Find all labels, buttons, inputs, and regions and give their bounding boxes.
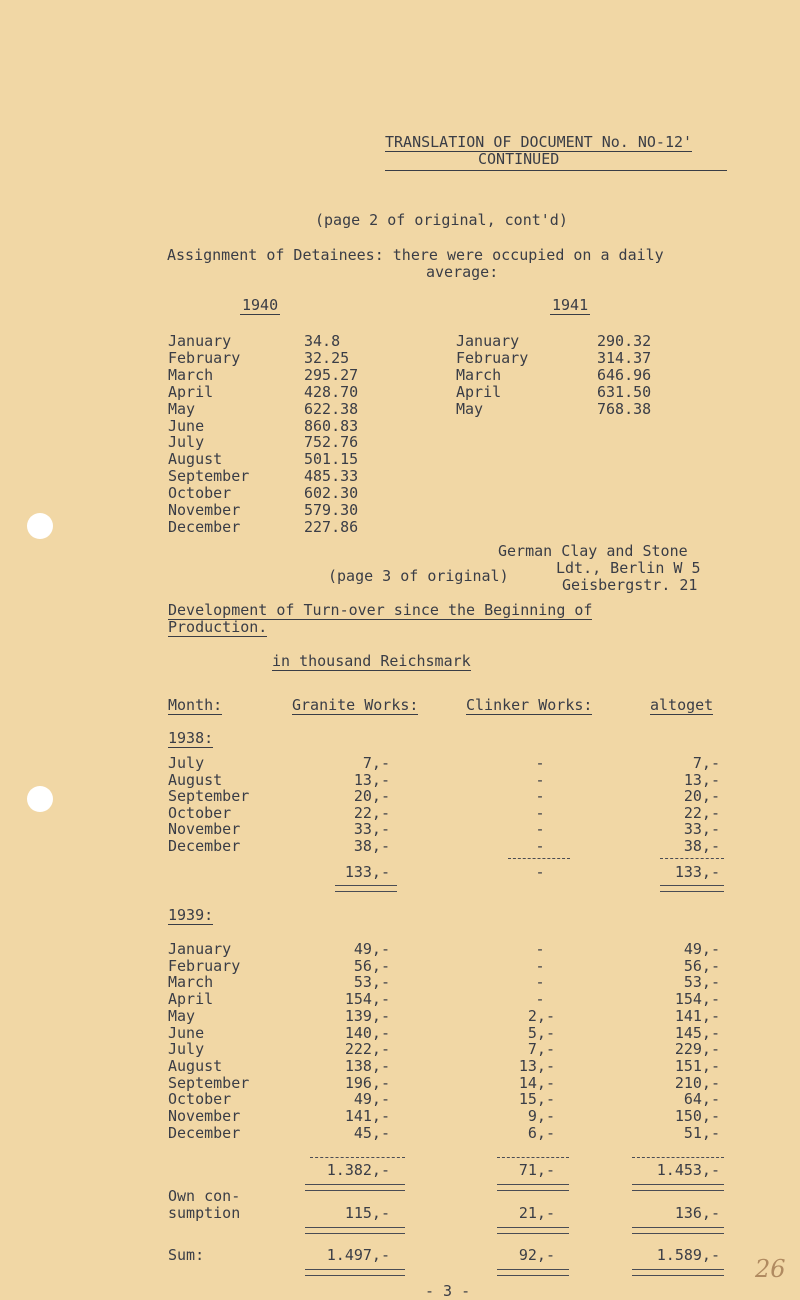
turnover-total: 53,-: [683, 973, 720, 992]
turnover-clinker: -: [535, 803, 545, 822]
development-heading-line2: Production.: [168, 618, 268, 636]
occupancy-value-1940: 579.30: [304, 501, 359, 519]
own-total: 136,-: [674, 1204, 720, 1222]
turnover-clinker: -: [535, 940, 545, 958]
occupancy-value-1940: 34.8: [304, 332, 341, 350]
occupancy-value-1941: 314.37: [597, 348, 652, 367]
page3-note: (page 3 of original): [328, 567, 509, 585]
rule-1939-clinker: [497, 1157, 569, 1158]
year-1939-heading: 1939:: [168, 906, 214, 924]
document-title-continued: CONTINUED: [478, 150, 560, 168]
occupancy-value-1941: 290.32: [597, 332, 652, 350]
year-1941-heading: 1941: [552, 296, 589, 314]
turnover-clinker: -: [535, 820, 545, 839]
occupancy-value-1940: 752.76: [304, 433, 359, 452]
occupancy-value-1940: 32.25: [304, 348, 350, 367]
turnover-granite: 22,-: [353, 803, 390, 822]
turnover-total: 64,-: [683, 1090, 720, 1109]
handwritten-page-mark: 26: [755, 1255, 786, 1283]
turnover-total: 150,-: [674, 1107, 720, 1125]
occupancy-value-1940: 485.33: [304, 467, 359, 486]
turnover-granite: 38,-: [353, 837, 390, 855]
turnover-month: March: [168, 973, 214, 992]
col-header-month: Month:: [168, 696, 223, 714]
year-1940-heading: 1940: [242, 296, 279, 314]
sum-total: 1.589,-: [656, 1246, 720, 1264]
sum-1939-total: 1.453,-: [656, 1161, 720, 1179]
company-line2: Ldt., Berlin W 5: [556, 559, 701, 577]
turnover-month: June: [168, 1023, 205, 1042]
document-title: TRANSLATION OF DOCUMENT No. NO-12': [385, 133, 693, 151]
turnover-granite: 33,-: [353, 820, 390, 839]
rule-1938-total: [660, 858, 724, 859]
occupancy-month-1940: November: [168, 501, 241, 519]
turnover-granite: 141,-: [344, 1107, 390, 1125]
turnover-month: October: [168, 803, 232, 822]
turnover-month: August: [168, 1056, 223, 1075]
turnover-month: July: [168, 754, 205, 772]
turnover-total: 141,-: [674, 1006, 720, 1025]
sum-1938-total: 133,-: [674, 863, 720, 881]
occupancy-month-1941: April: [456, 382, 502, 401]
turnover-total: 49,-: [683, 940, 720, 958]
turnover-total: 38,-: [683, 837, 720, 855]
turnover-clinker: 6,-: [527, 1123, 555, 1142]
turnover-granite: 56,-: [353, 956, 390, 975]
occupancy-month-1940: December: [168, 517, 241, 536]
sum-1939-granite: 1.382,-: [326, 1161, 390, 1179]
double-rule-own-granite: [305, 1227, 405, 1234]
double-rule-own-clinker: [497, 1227, 569, 1234]
occupancy-month-1941: February: [456, 348, 529, 367]
occupancy-month-1940: January: [168, 332, 232, 350]
turnover-clinker: -: [535, 973, 545, 992]
occupancy-value-1941: 631.50: [597, 382, 652, 401]
turnover-clinker: 14,-: [518, 1073, 555, 1092]
turnover-granite: 49,-: [353, 940, 390, 958]
sum-1939-clinker: 71,-: [518, 1161, 555, 1179]
occupancy-value-1941: 646.96: [597, 365, 652, 384]
occupancy-month-1940: October: [168, 484, 232, 503]
double-rule-1938-granite: [335, 885, 397, 892]
occupancy-month-1940: March: [168, 365, 214, 384]
turnover-total: 229,-: [674, 1040, 720, 1059]
turnover-total: 20,-: [683, 787, 720, 806]
own-granite: 115,-: [344, 1204, 390, 1222]
turnover-granite: 45,-: [353, 1123, 390, 1142]
occupancy-month-1940: May: [168, 399, 196, 418]
rule-1939-granite: [310, 1157, 405, 1158]
occupancy-value-1940: 602.30: [304, 484, 359, 503]
occupancy-value-1940: 622.38: [304, 399, 359, 418]
turnover-month: February: [168, 956, 241, 975]
turnover-month: July: [168, 1040, 205, 1059]
turnover-month: December: [168, 837, 241, 855]
turnover-month: May: [168, 1006, 196, 1025]
turnover-clinker: -: [535, 990, 545, 1009]
occupancy-month-1940: April: [168, 382, 214, 401]
turnover-month: January: [168, 940, 232, 958]
sum-1938-clinker: -: [535, 863, 545, 881]
turnover-granite: 49,-: [353, 1090, 390, 1109]
turnover-granite: 196,-: [344, 1073, 390, 1092]
sum-clinker: 92,-: [518, 1246, 555, 1264]
company-line3: Geisbergstr. 21: [562, 576, 698, 594]
occupancy-month-1940: September: [168, 467, 250, 486]
sum-label: Sum:: [168, 1246, 205, 1264]
turnover-month: September: [168, 787, 250, 806]
occupancy-value-1940: 295.27: [304, 365, 359, 384]
turnover-clinker: 5,-: [527, 1023, 555, 1042]
turnover-total: 22,-: [683, 803, 720, 822]
turnover-clinker: 9,-: [527, 1107, 555, 1125]
turnover-total: 51,-: [683, 1123, 720, 1142]
turnover-month: September: [168, 1073, 250, 1092]
turnover-month: October: [168, 1090, 232, 1109]
turnover-clinker: -: [535, 787, 545, 806]
turnover-granite: 140,-: [344, 1023, 390, 1042]
punch-hole-bottom: [27, 786, 53, 812]
own-consumption-label-1: Own con-: [168, 1187, 241, 1205]
occupancy-value-1940: 860.83: [304, 416, 359, 435]
occupancy-month-1940: February: [168, 348, 241, 367]
turnover-clinker: 2,-: [527, 1006, 555, 1025]
turnover-clinker: 13,-: [518, 1056, 555, 1075]
occupancy-value-1940: 428.70: [304, 382, 359, 401]
occupancy-month-1941: January: [456, 332, 520, 350]
double-rule-sum-total: [632, 1269, 724, 1276]
punch-hole-top: [27, 513, 53, 539]
year-1938-heading: 1938:: [168, 729, 214, 747]
own-consumption-label-2: sumption: [168, 1204, 241, 1222]
turnover-total: 154,-: [674, 990, 720, 1009]
page-number: - 3 -: [425, 1282, 471, 1300]
occupancy-value-1940: 227.86: [304, 517, 359, 536]
turnover-total: 13,-: [683, 770, 720, 789]
sum-granite: 1.497,-: [326, 1246, 390, 1264]
occupancy-value-1940: 501.15: [304, 450, 359, 469]
rule-1939-total: [632, 1157, 724, 1158]
turnover-granite: 20,-: [353, 787, 390, 806]
double-rule-sum-clinker: [497, 1269, 569, 1276]
occupancy-month-1941: March: [456, 365, 502, 384]
turnover-granite: 13,-: [353, 770, 390, 789]
turnover-total: 33,-: [683, 820, 720, 839]
turnover-clinker: -: [535, 837, 545, 855]
turnover-month: August: [168, 770, 223, 789]
col-header-granite: Granite Works:: [292, 696, 419, 714]
company-line1: German Clay and Stone: [498, 542, 688, 560]
development-heading-line1: Development of Turn-over since the Beginning of: [168, 601, 593, 619]
turnover-total: 7,-: [692, 754, 720, 772]
col-header-clinker: Clinker Works:: [466, 696, 593, 714]
double-rule-sum-granite: [305, 1269, 405, 1276]
sum-1938-granite: 133,-: [344, 863, 390, 881]
turnover-clinker: -: [535, 754, 545, 772]
turnover-month: December: [168, 1123, 241, 1142]
double-rule-own-total: [632, 1227, 724, 1234]
assignment-line1: Assignment of Detainees: there were occupied on a daily: [167, 246, 664, 264]
turnover-granite: 139,-: [344, 1006, 390, 1025]
turnover-month: November: [168, 820, 241, 839]
col-header-total: altoget: [650, 696, 714, 714]
turnover-total: 151,-: [674, 1056, 720, 1075]
double-rule-1939-clinker: [497, 1184, 569, 1191]
turnover-total: 56,-: [683, 956, 720, 975]
own-clinker: 21,-: [518, 1204, 555, 1222]
turnover-clinker: 15,-: [518, 1090, 555, 1109]
turnover-granite: 53,-: [353, 973, 390, 992]
occupancy-month-1940: July: [168, 433, 205, 452]
occupancy-month-1941: May: [456, 399, 484, 418]
rule-1938-clinker: [508, 858, 570, 859]
turnover-total: 145,-: [674, 1023, 720, 1042]
double-rule-1939-total: [632, 1184, 724, 1191]
turnover-clinker: 7,-: [527, 1040, 555, 1059]
turnover-granite: 154,-: [344, 990, 390, 1009]
occupancy-month-1940: August: [168, 450, 223, 469]
occupancy-value-1941: 768.38: [597, 399, 652, 418]
double-rule-1939-granite: [305, 1184, 405, 1191]
occupancy-month-1940: June: [168, 416, 205, 435]
title-rule: [385, 170, 727, 171]
assignment-line2: average:: [426, 263, 499, 281]
page2-note: (page 2 of original, cont'd): [315, 211, 568, 229]
double-rule-1938-total: [660, 885, 724, 892]
turnover-clinker: -: [535, 770, 545, 789]
turnover-month: November: [168, 1107, 241, 1125]
turnover-granite: 7,-: [362, 754, 390, 772]
turnover-granite: 138,-: [344, 1056, 390, 1075]
turnover-total: 210,-: [674, 1073, 720, 1092]
unit-label: in thousand Reichsmark: [272, 652, 471, 670]
turnover-granite: 222,-: [344, 1040, 390, 1059]
turnover-month: April: [168, 990, 214, 1009]
turnover-clinker: -: [535, 956, 545, 975]
